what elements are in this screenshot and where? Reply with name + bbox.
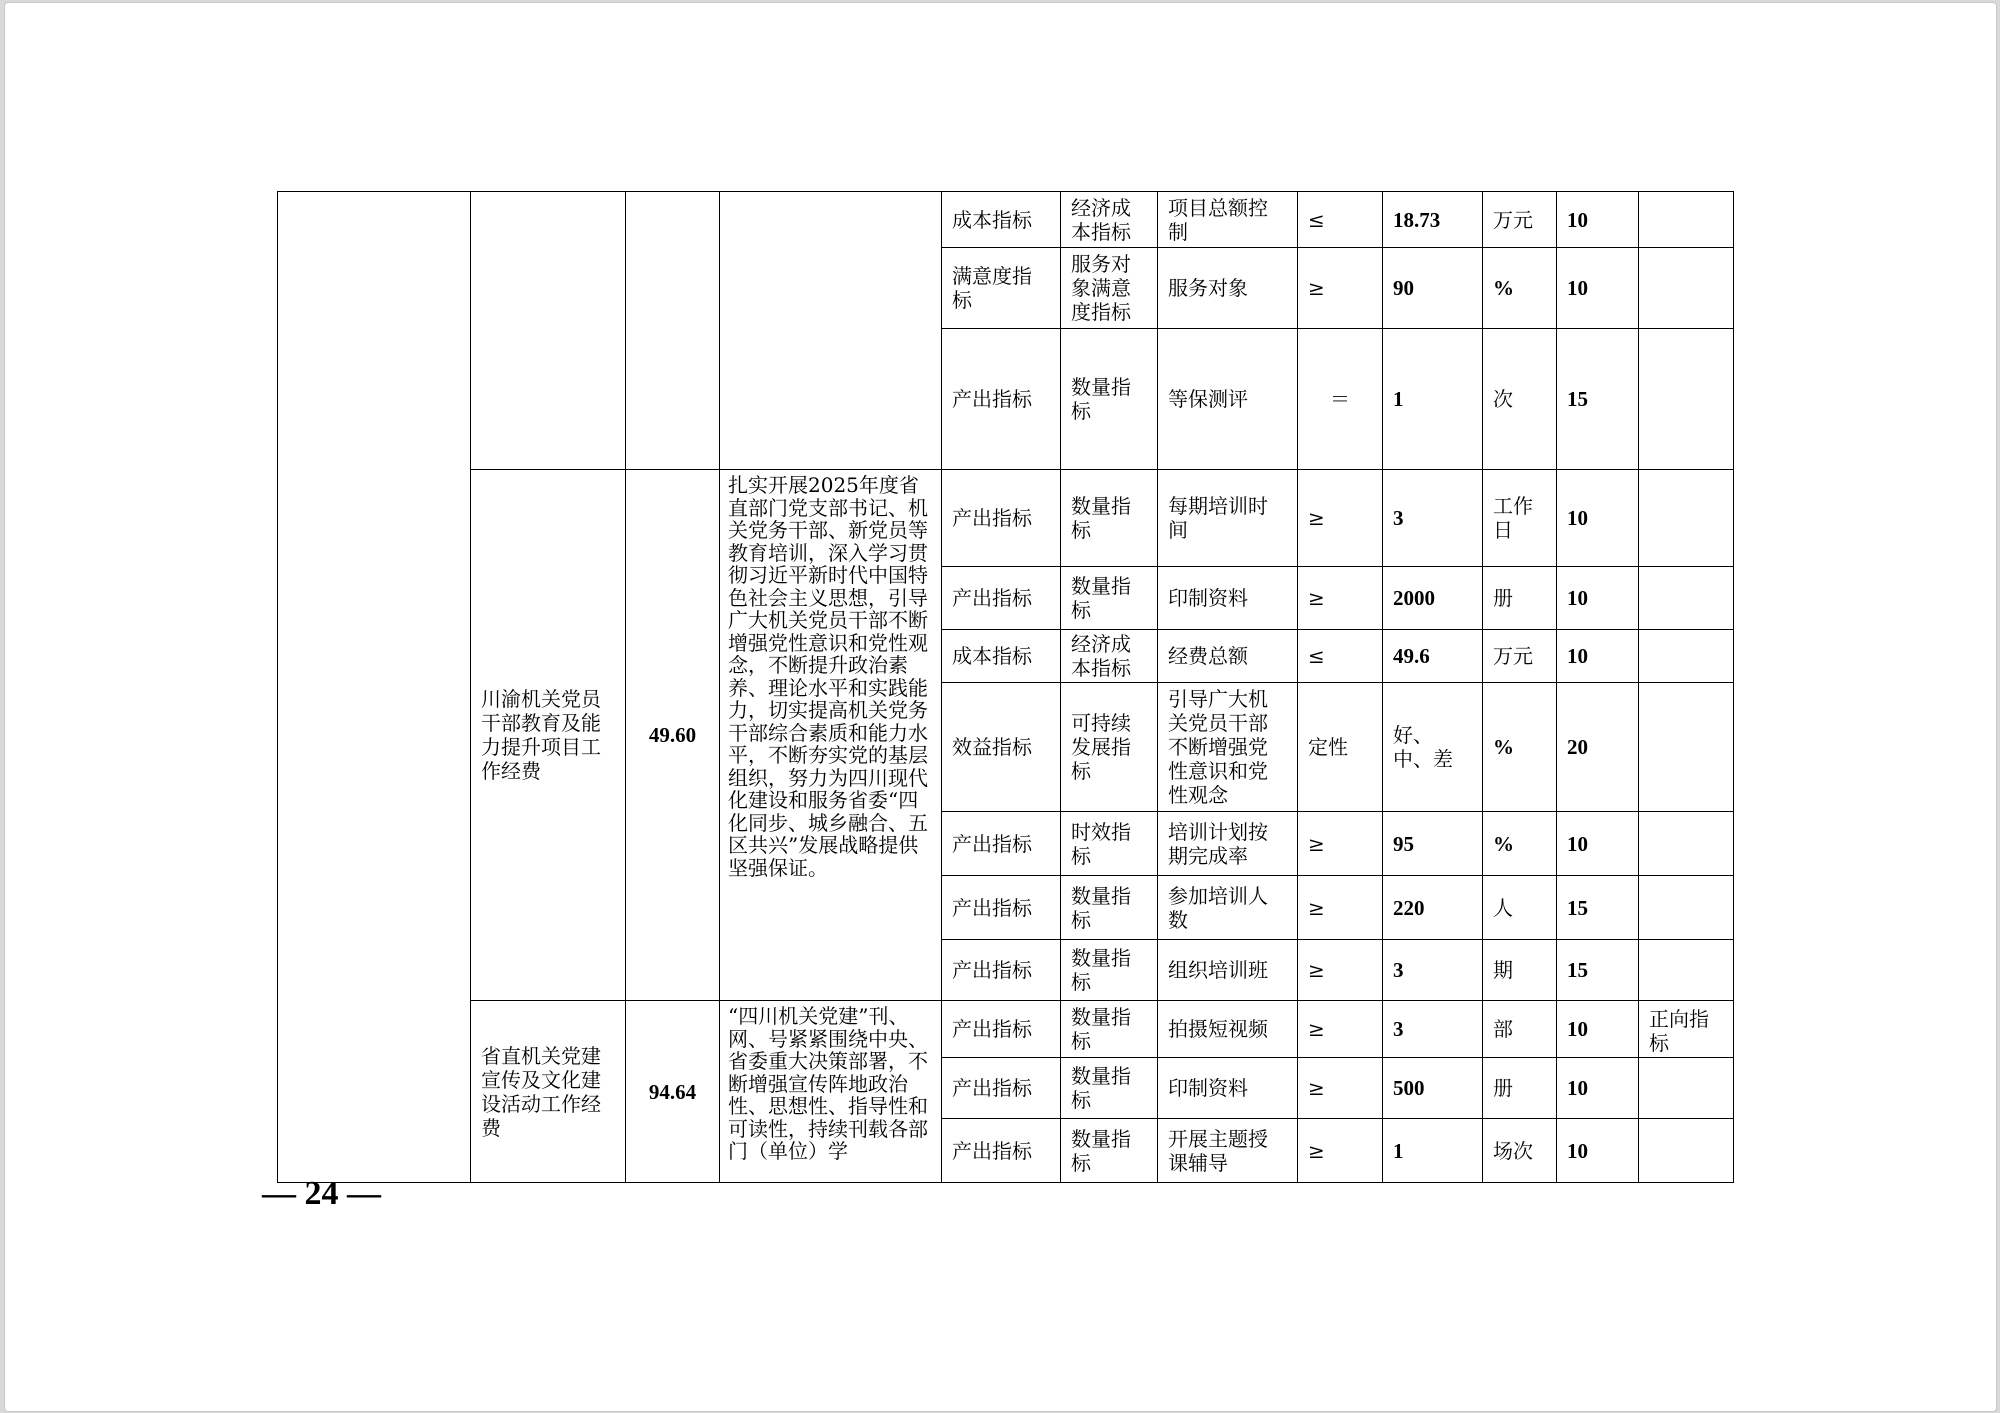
unit-cell: 场次: [1483, 1119, 1557, 1183]
note-cell: [1639, 630, 1734, 683]
score-cell: 10: [1557, 470, 1639, 567]
target-value-cell: 2000: [1383, 567, 1483, 630]
indicator-level1-cell: 产出指标: [942, 1119, 1061, 1183]
indicator-level2-cell: 数量指标: [1061, 470, 1158, 567]
indicator-level2-cell: 数量指标: [1061, 1001, 1158, 1058]
target-value-cell: 3: [1383, 940, 1483, 1001]
operator-cell: ≥: [1298, 876, 1383, 940]
unit-cell: 部: [1483, 1001, 1557, 1058]
note-cell: [1639, 470, 1734, 567]
target-value-cell: 90: [1383, 248, 1483, 329]
note-cell: [1639, 683, 1734, 812]
indicator-level1-cell: 产出指标: [942, 470, 1061, 567]
indicator-name-cell: 参加培训人数: [1158, 876, 1298, 940]
operator-cell: 定性: [1298, 683, 1383, 812]
operator-cell: ≥: [1298, 470, 1383, 567]
unit-cell: 期: [1483, 940, 1557, 1001]
project-description-cell: 扎实开展2025年度省直部门党支部书记、机关党务干部、新党员等教育培训，深入学习贯彻习近平新时代中国特色社会主义思想，引导广大机关党员干部不断增强党性意识和党性观念，不断提升政治素养、理论水平和实践能力，切实提高机关党务干部综合素质和能力水平，不断夯实党的基层组织，努力为四川现代化建设和服务省委“四化同步、城乡融合、五区共兴”发展战略提供坚强保证。: [720, 470, 942, 1001]
indicator-name-cell: 项目总额控制: [1158, 192, 1298, 248]
project-amount-cell: 49.60: [626, 470, 720, 1001]
score-cell: 10: [1557, 630, 1639, 683]
note-cell: [1639, 192, 1734, 248]
document-page: [4, 2, 1997, 1412]
page-number: — 24 —: [262, 1175, 381, 1212]
blank-description-cell: [720, 192, 942, 470]
indicator-name-cell: 等保测评: [1158, 329, 1298, 470]
unit-cell: 册: [1483, 1058, 1557, 1119]
note-cell: [1639, 940, 1734, 1001]
score-cell: 10: [1557, 1058, 1639, 1119]
score-cell: 15: [1557, 876, 1639, 940]
note-cell: [1639, 329, 1734, 470]
indicator-level1-cell: 产出指标: [942, 876, 1061, 940]
note-cell: [1639, 567, 1734, 630]
unit-cell: %: [1483, 248, 1557, 329]
indicator-level2-cell: 经济成本指标: [1061, 630, 1158, 683]
operator-cell: ≥: [1298, 248, 1383, 329]
indicator-level2-cell: 数量指标: [1061, 1058, 1158, 1119]
note-cell: [1639, 1058, 1734, 1119]
score-cell: 10: [1557, 192, 1639, 248]
target-value-cell: 49.6: [1383, 630, 1483, 683]
table-row: [278, 1001, 1734, 1058]
unit-cell: 人: [1483, 876, 1557, 940]
indicator-name-cell: 印制资料: [1158, 567, 1298, 630]
indicator-level1-cell: 满意度指标: [942, 248, 1061, 329]
indicator-name-cell: 每期培训时间: [1158, 470, 1298, 567]
indicator-name-cell: 培训计划按期完成率: [1158, 812, 1298, 876]
indicator-name-cell: 印制资料: [1158, 1058, 1298, 1119]
indicator-level1-cell: 效益指标: [942, 683, 1061, 812]
indicator-level2-cell: 服务对象满意度指标: [1061, 248, 1158, 329]
score-cell: 15: [1557, 940, 1639, 1001]
indicator-level1-cell: 产出指标: [942, 329, 1061, 470]
project-name-cell: 川渝机关党员干部教育及能力提升项目工作经费: [471, 470, 626, 1001]
score-cell: 10: [1557, 1001, 1639, 1058]
note-cell: [1639, 1119, 1734, 1183]
project-description-cell: “四川机关党建”刊、网、号紧紧围绕中央、省委重大决策部署，不断增强宣传阵地政治性、思想性、指导性和可读性，持续刊载各部门（单位）学: [720, 1001, 942, 1183]
operator-cell: ≤: [1298, 192, 1383, 248]
indicator-level2-cell: 数量指标: [1061, 1119, 1158, 1183]
indicator-name-cell: 服务对象: [1158, 248, 1298, 329]
indicator-level1-cell: 产出指标: [942, 940, 1061, 1001]
operator-cell: ≥: [1298, 812, 1383, 876]
blank-project-name-cell: [471, 192, 626, 470]
unit-cell: %: [1483, 683, 1557, 812]
blank-department-cell: [278, 192, 471, 1183]
note-cell: [1639, 876, 1734, 940]
operator-cell: ≥: [1298, 567, 1383, 630]
operator-cell: ≥: [1298, 1119, 1383, 1183]
score-cell: 20: [1557, 683, 1639, 812]
table-row: [278, 192, 1734, 248]
indicator-name-cell: 开展主题授课辅导: [1158, 1119, 1298, 1183]
unit-cell: 次: [1483, 329, 1557, 470]
unit-cell: %: [1483, 812, 1557, 876]
operator-cell: ≥: [1298, 940, 1383, 1001]
indicator-name-cell: 引导广大机关党员干部不断增强党性意识和党性观念: [1158, 683, 1298, 812]
operator-cell: ≥: [1298, 1001, 1383, 1058]
project-name-cell: 省直机关党建宣传及文化建设活动工作经费: [471, 1001, 626, 1183]
target-value-cell: 1: [1383, 1119, 1483, 1183]
target-value-cell: 500: [1383, 1058, 1483, 1119]
indicator-level2-cell: 数量指标: [1061, 876, 1158, 940]
indicator-level1-cell: 产出指标: [942, 1058, 1061, 1119]
target-value-cell: 95: [1383, 812, 1483, 876]
indicator-level2-cell: 经济成本指标: [1061, 192, 1158, 248]
unit-cell: 工作日: [1483, 470, 1557, 567]
indicator-level1-cell: 产出指标: [942, 567, 1061, 630]
indicator-level2-cell: 时效指标: [1061, 812, 1158, 876]
indicator-level1-cell: 成本指标: [942, 192, 1061, 248]
indicator-level2-cell: 数量指标: [1061, 329, 1158, 470]
operator-cell: ≤: [1298, 630, 1383, 683]
operator-cell: ≥: [1298, 1058, 1383, 1119]
target-value-cell: 1: [1383, 329, 1483, 470]
unit-cell: 册: [1483, 567, 1557, 630]
target-value-cell: 220: [1383, 876, 1483, 940]
target-value-cell: 3: [1383, 470, 1483, 567]
note-cell: [1639, 248, 1734, 329]
target-value-cell: 18.73: [1383, 192, 1483, 248]
score-cell: 10: [1557, 812, 1639, 876]
target-value-cell: 3: [1383, 1001, 1483, 1058]
indicator-level1-cell: 产出指标: [942, 812, 1061, 876]
unit-cell: 万元: [1483, 630, 1557, 683]
performance-indicator-table: [277, 191, 1734, 1183]
indicator-level2-cell: 可持续发展指标: [1061, 683, 1158, 812]
indicator-name-cell: 组织培训班: [1158, 940, 1298, 1001]
note-cell: 正向指标: [1639, 1001, 1734, 1058]
indicator-level2-cell: 数量指标: [1061, 940, 1158, 1001]
indicator-level1-cell: 成本指标: [942, 630, 1061, 683]
score-cell: 15: [1557, 329, 1639, 470]
indicator-name-cell: 经费总额: [1158, 630, 1298, 683]
indicator-name-cell: 拍摄短视频: [1158, 1001, 1298, 1058]
indicator-level2-cell: 数量指标: [1061, 567, 1158, 630]
indicator-level1-cell: 产出指标: [942, 1001, 1061, 1058]
target-value-cell: 好、中、差: [1383, 683, 1483, 812]
score-cell: 10: [1557, 567, 1639, 630]
score-cell: 10: [1557, 248, 1639, 329]
table-row: [278, 470, 1734, 567]
operator-cell: ＝: [1298, 329, 1383, 470]
note-cell: [1639, 812, 1734, 876]
blank-amount-cell: [626, 192, 720, 470]
project-amount-cell: 94.64: [626, 1001, 720, 1183]
unit-cell: 万元: [1483, 192, 1557, 248]
score-cell: 10: [1557, 1119, 1639, 1183]
